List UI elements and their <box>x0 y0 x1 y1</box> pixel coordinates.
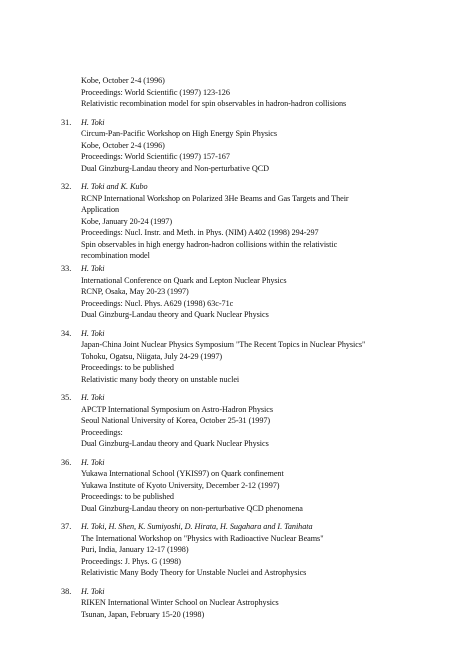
entry-line: Kobe, January 20-24 (1997) <box>81 217 173 226</box>
entry-line: Kobe, October 2-4 (1996) <box>81 141 165 150</box>
entry-line: Proceedings: <box>81 428 123 437</box>
entry-line: Circum-Pan-Pacific Workshop on High Energy Spin Physics <box>81 129 277 138</box>
entry-line: recombination model <box>81 251 150 260</box>
entry-line: Tsunan, Japan, February 15-20 (1998) <box>81 610 205 619</box>
entry-line: Japan-China Joint Nuclear Physics Symposium "The Recent Topics in Nuclear Physics" <box>81 340 366 349</box>
entry-line: Puri, India, January 12-17 (1998) <box>81 545 189 554</box>
entry-line: RIKEN International Winter School on Nuclear Astrophysics <box>81 598 279 607</box>
entry-number: 35. <box>61 393 72 402</box>
entry-line: Yukawa International School (YKIS97) on Quark confinement <box>81 469 284 478</box>
entry-line: Application <box>81 205 120 214</box>
entry-number: 37. <box>61 522 72 531</box>
entry-number: 36. <box>61 458 72 467</box>
intro-line: Proceedings: World Scientific (1997) 123-126 <box>81 88 230 97</box>
entry-authors: H. Toki and K. Kubo <box>81 182 148 191</box>
entry-line: Seoul National University of Korea, October 25-31 (1997) <box>81 416 271 425</box>
entry-line: Tohoku, Ogatsu, Niigata, July 24-29 (1997) <box>81 352 223 361</box>
entry-line: Proceedings: Nucl. Phys. A629 (1998) 63c-71c <box>81 299 234 308</box>
entry-number: 34. <box>61 329 72 338</box>
entry-authors: H. Toki <box>81 393 105 402</box>
entry-line: RCNP, Osaka, May 20-23 (1997) <box>81 287 189 296</box>
entry-authors: H. Toki <box>81 264 105 273</box>
entry-line: APCTP International Symposium on Astro-Hadron Physics <box>81 405 273 414</box>
entry-line: International Conference on Quark and Lepton Nuclear Physics <box>81 276 287 285</box>
entry-line: Dual Ginzburg-Landau theory and Quark Nuclear Physics <box>81 439 269 448</box>
entry-line: Proceedings: to be published <box>81 492 174 501</box>
intro-line: Kobe, October 2-4 (1996) <box>81 76 165 85</box>
entry-line: Dual Ginzburg-Landau theory and Quark Nuclear Physics <box>81 310 269 319</box>
entry-authors: H. Toki <box>81 587 105 596</box>
entry-line: Proceedings: J. Phys. G (1998) <box>81 557 181 566</box>
entry-line: Yukawa Institute of Kyoto University, December 2-12 (1997) <box>81 481 280 490</box>
entry-authors: H. Toki <box>81 458 105 467</box>
entry-line: Proceedings: to be published <box>81 363 174 372</box>
entry-line: The International Workshop on "Physics with Radioactive Nuclear Beams" <box>81 534 324 543</box>
entry-line: Proceedings: Nucl. Instr. and Meth. in Phys. (NIM) A402 (1998) 294-297 <box>81 228 319 237</box>
entry-line: Dual Ginzburg-Landau theory on non-perturbative QCD phenomena <box>81 504 303 513</box>
entry-number: 33. <box>61 264 72 273</box>
entry-number: 32. <box>61 182 72 191</box>
entry-line: Dual Ginzburg-Landau theory and Non-perturbative QCD <box>81 164 270 173</box>
entry-number: 38. <box>61 587 72 596</box>
entry-authors: H. Toki, H. Shen, K. Sumiyoshi, D. Hirata, H. Sugahara and I. Tanihata <box>81 522 313 531</box>
entry-line: Spin observables in high energy hadron-hadron collisions within the relativistic <box>81 240 338 249</box>
entry-line: Relativistic Many Body Theory for Unstable Nuclei and Astrophysics <box>81 568 307 577</box>
entry-authors: H. Toki <box>81 118 105 127</box>
entry-line: RCNP International Workshop on Polarized 3He Beams and Gas Targets and Their <box>81 194 349 203</box>
entry-authors: H. Toki <box>81 329 105 338</box>
intro-line: Relativistic recombination model for spin observables in hadron-hadron collisions <box>81 99 347 108</box>
entry-line: Proceedings: World Scientific (1997) 157-167 <box>81 152 230 161</box>
entry-line: Relativistic many body theory on unstable nuclei <box>81 375 240 384</box>
entry-number: 31. <box>61 118 72 127</box>
